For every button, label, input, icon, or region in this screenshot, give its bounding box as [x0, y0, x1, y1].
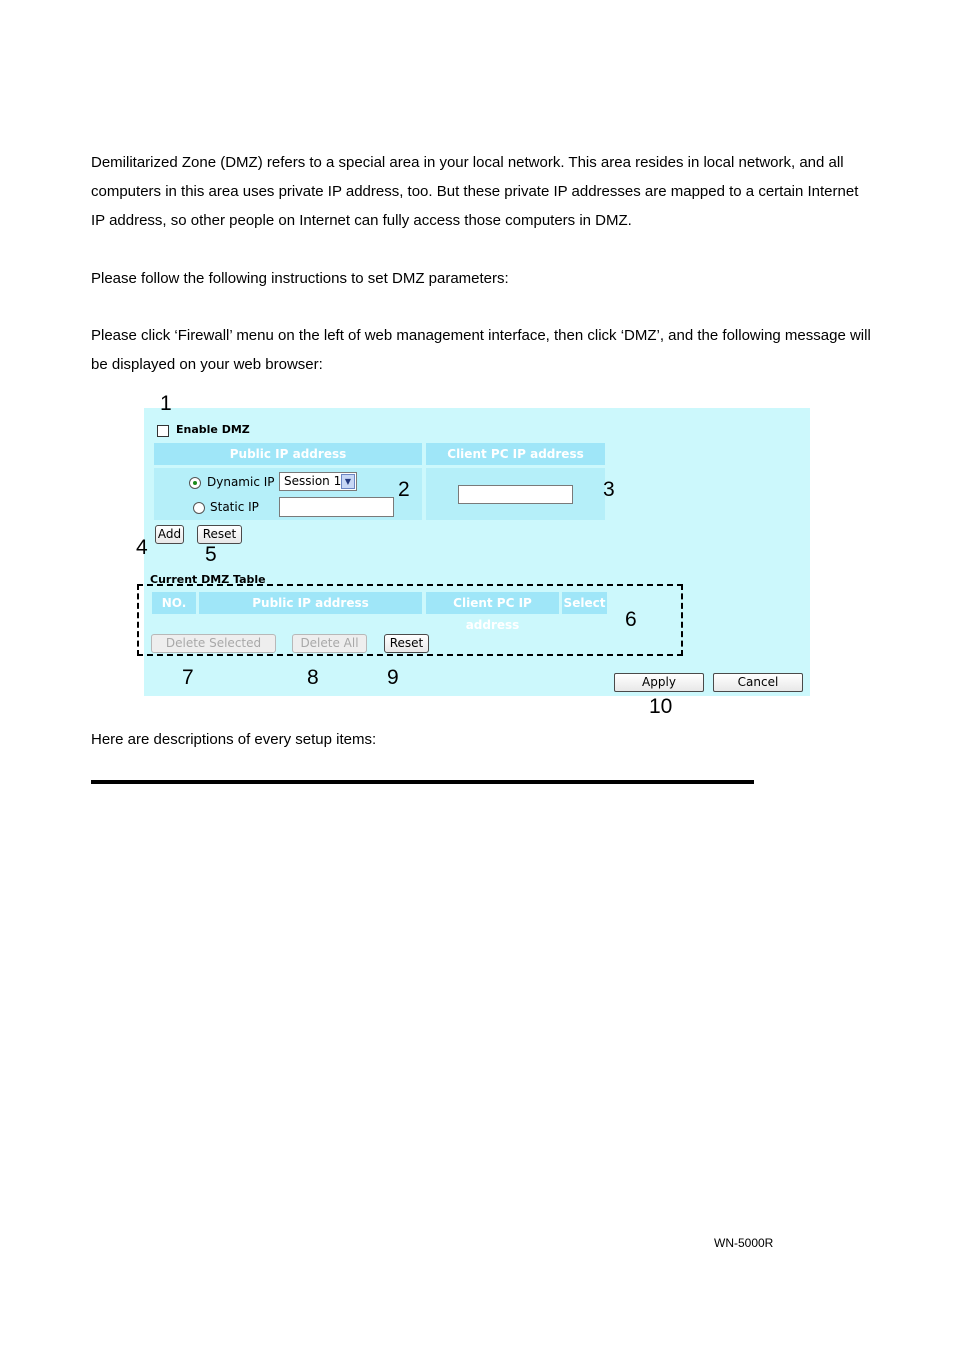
callout-2: 2	[398, 478, 410, 501]
enable-dmz-label: Enable DMZ	[176, 423, 250, 436]
intro-paragraph: Demilitarized Zone (DMZ) refers to a special area in your local network. This area resides in local network, and all computers in this area uses private IP address, too. But these private IP addresses are mapped to a certain Internet IP address, so other people on Internet can fully access those computers in DMZ.	[91, 154, 859, 229]
reset-button[interactable]: Reset	[197, 525, 242, 544]
table-title: Current DMZ Table	[150, 573, 266, 586]
apply-button[interactable]: Apply	[614, 673, 704, 692]
callout-6: 6	[625, 608, 637, 631]
delete-selected-button[interactable]: Delete Selected	[151, 634, 276, 653]
add-button[interactable]: Add	[155, 525, 184, 544]
cancel-button[interactable]: Cancel	[713, 673, 803, 692]
callout-5: 5	[205, 543, 217, 566]
table-header-client-ip: Client PC IP address	[426, 592, 559, 614]
static-ip-label: Static IP	[210, 500, 259, 514]
footer-model: WN-5000R	[714, 1236, 774, 1250]
dmz-table-highlight	[137, 584, 683, 656]
callout-9: 9	[387, 666, 399, 689]
static-ip-radio[interactable]	[193, 502, 205, 514]
session-select[interactable]	[279, 472, 357, 491]
chevron-down-icon: ▼	[341, 474, 355, 489]
section-divider	[91, 780, 754, 784]
navigation-paragraph: Please click ‘Firewall’ menu on the left of web management interface, then click ‘DMZ’, and the following message will be displayed on your web browser:	[91, 327, 871, 373]
radio-selected-dot	[193, 481, 197, 485]
session-select-value: Session 1	[284, 474, 342, 488]
dynamic-ip-radio[interactable]	[189, 477, 201, 489]
table-reset-button[interactable]: Reset	[384, 634, 429, 653]
static-ip-input[interactable]	[279, 497, 394, 517]
callout-10: 10	[649, 695, 673, 718]
callout-1: 1	[160, 392, 172, 415]
client-ip-input[interactable]	[458, 485, 573, 504]
delete-all-button[interactable]: Delete All	[292, 634, 367, 653]
callout-7: 7	[182, 666, 194, 689]
dynamic-ip-label: Dynamic IP	[207, 475, 275, 489]
public-ip-header: Public IP address	[154, 443, 422, 465]
enable-dmz-checkbox[interactable]	[157, 425, 169, 437]
descriptions-intro: Here are descriptions of every setup items:	[91, 731, 377, 748]
table-header-public-ip: Public IP address	[199, 592, 422, 614]
callout-3: 3	[603, 478, 615, 501]
callout-4: 4	[136, 536, 148, 559]
callout-8: 8	[307, 666, 319, 689]
table-header-no: NO.	[152, 592, 196, 614]
table-header-select: Select	[562, 592, 607, 614]
instructions-paragraph: Please follow the following instructions to set DMZ parameters:	[91, 270, 509, 287]
client-ip-header: Client PC IP address	[426, 443, 605, 465]
